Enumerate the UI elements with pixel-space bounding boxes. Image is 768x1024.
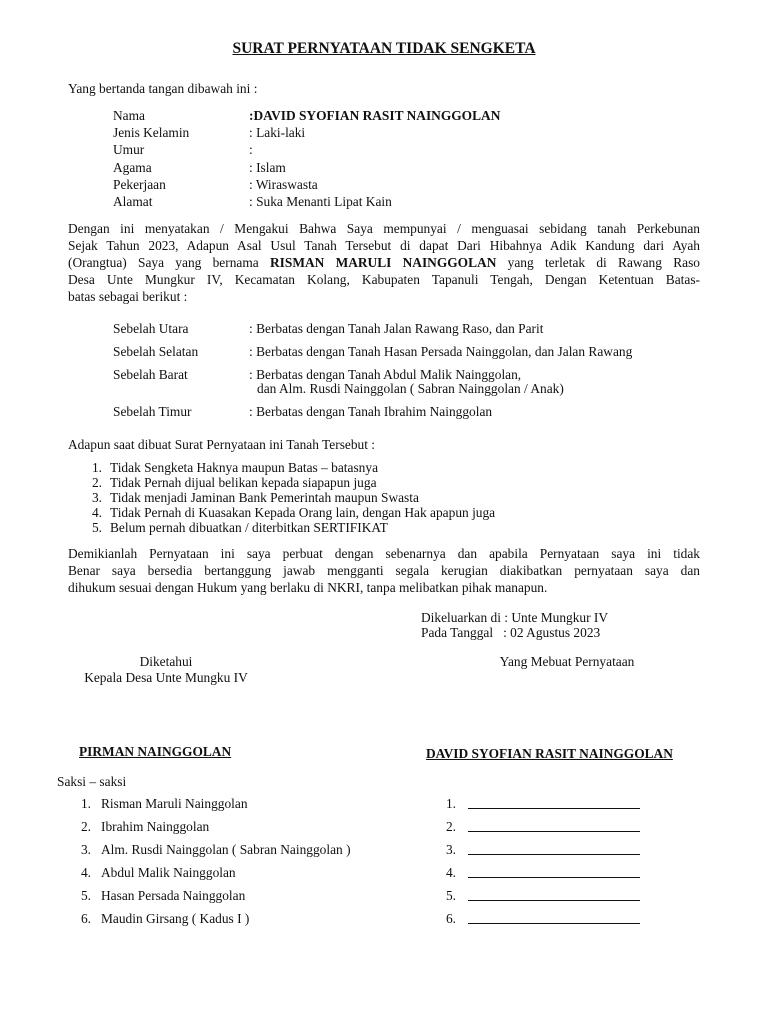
identity-value: :DAVID SYOFIAN RASIT NAINGGOLAN: [249, 108, 501, 123]
closing-line: Demikianlah Pernyataan ini saya perbuat dengan sebenarnya dan apabila Pernyataan saya ini tidak: [68, 546, 700, 561]
witness-signature-line: [468, 831, 640, 832]
witness-signature-number: 4.: [445, 865, 456, 880]
boundary-value: : Berbatas dengan Tanah Jalan Rawang Raso, dan Parit: [249, 321, 544, 336]
statement-paragraph: [68, 220, 700, 305]
condition-text: Tidak menjadi Jaminan Bank Pemerintah maupun Swasta: [110, 490, 419, 505]
identity-value: : Laki-laki: [249, 125, 306, 140]
statement-line: batas sebagai berikut :: [68, 289, 188, 304]
witness-name: Abdul Malik Nainggolan: [101, 865, 236, 880]
witness-signature-line: [468, 900, 640, 901]
witness-signature-line: [468, 854, 640, 855]
witness-name: Maudin Girsang ( Kadus I ): [101, 911, 250, 926]
witness-number: 3.: [80, 842, 91, 857]
identity-label: Alamat: [113, 194, 153, 209]
condition-number: 3.: [91, 490, 102, 505]
boundary-value-continued: dan Alm. Rusdi Nainggolan ( Sabran Nainggolan / Anak): [257, 381, 564, 396]
closing-line: Benar saya bersedia bertanggung jawab mengganti segala kerugian diakibatkan pernyataan saya dan: [68, 563, 700, 578]
witness-signature-number: 6.: [445, 911, 456, 926]
signatory-right-name: DAVID SYOFIAN RASIT NAINGGOLAN: [426, 746, 673, 761]
condition-text: Tidak Pernah dijual belikan kepada siapapun juga: [110, 475, 377, 490]
signatory-left-heading-2: Kepala Desa Unte Mungku IV: [84, 670, 248, 685]
identity-value: : Wiraswasta: [249, 177, 318, 192]
conditions-intro: Adapun saat dibuat Surat Pernyataan ini Tanah Tersebut :: [68, 437, 376, 452]
closing-line: dihukum sesuai dengan Hukum yang berlaku di NKRI, tanpa melibatkan pihak manapun.: [68, 580, 548, 595]
boundary-label: Sebelah Barat: [113, 367, 188, 382]
identity-label: Nama: [113, 108, 145, 123]
boundary-label: Sebelah Timur: [113, 404, 192, 419]
condition-text: Tidak Sengketa Haknya maupun Batas – batasnya: [110, 460, 379, 475]
statement-line: Desa Unte Mungkur IV, Kecamatan Kolang, Kabupaten Tapanuli Tengah, Dengan Ketentuan Batas-: [68, 272, 700, 287]
boundary-value: : Berbatas dengan Tanah Hasan Persada Nainggolan, dan Jalan Rawang: [249, 344, 633, 359]
issued-place: Dikeluarkan di : Unte Mungkur IV: [421, 610, 609, 625]
boundary-label: Sebelah Utara: [113, 321, 189, 336]
condition-text: Belum pernah dibuatkan / diterbitkan SERTIFIKAT: [110, 520, 388, 535]
issued-date: Pada Tanggal : 02 Agustus 2023: [421, 625, 601, 640]
witness-signature-line: [468, 877, 640, 878]
witness-name: Hasan Persada Nainggolan: [101, 888, 246, 903]
condition-number: 1.: [91, 460, 102, 475]
witness-name: Alm. Rusdi Nainggolan ( Sabran Nainggolan ): [101, 842, 351, 857]
witness-signature-line: [468, 923, 640, 924]
witness-signature-line: [468, 808, 640, 809]
statement-text: yang terletak di Rawang Raso: [496, 255, 700, 270]
witness-signature-number: 1.: [445, 796, 456, 811]
closing-paragraph: [68, 545, 700, 596]
witness-name: Risman Maruli Nainggolan: [101, 796, 248, 811]
witness-number: 1.: [80, 796, 91, 811]
signatory-left-name: PIRMAN NAINGGOLAN: [79, 744, 232, 759]
witness-signature-number: 3.: [445, 842, 456, 857]
identity-value: :: [249, 142, 253, 157]
witness-number: 5.: [80, 888, 91, 903]
witnesses-heading: Saksi – saksi: [57, 774, 127, 789]
witness-signature-number: 2.: [445, 819, 456, 834]
statement-line: Dengan ini menyatakan / Mengakui Bahwa Saya mempunyai / menguasai sebidang tanah Perkebunan: [68, 221, 700, 236]
signatory-left-heading-1: Diketahui: [139, 654, 193, 669]
witness-number: 4.: [80, 865, 91, 880]
identity-label: Umur: [113, 142, 145, 157]
signatory-right-heading: Yang Mebuat Pernyataan: [499, 654, 635, 669]
identity-label: Jenis Kelamin: [113, 125, 190, 140]
witness-number: 6.: [80, 911, 91, 926]
condition-number: 4.: [91, 505, 102, 520]
condition-number: 2.: [91, 475, 102, 490]
identity-value: : Suka Menanti Lipat Kain: [249, 194, 392, 209]
intro-text: Yang bertanda tangan dibawah ini :: [68, 81, 258, 96]
boundary-label: Sebelah Selatan: [113, 344, 199, 359]
identity-label: Pekerjaan: [113, 177, 166, 192]
witness-name: Ibrahim Nainggolan: [101, 819, 210, 834]
identity-value: : Islam: [249, 160, 286, 175]
statement-line: Sejak Tahun 2023, Adapun Asal Usul Tanah Tersebut di dapat Dari Hibahnya Adik Kandung dari Ayah: [68, 238, 700, 253]
statement-bold-name: RISMAN MARULI NAINGGOLAN: [269, 255, 497, 270]
statement-text: (Orangtua) Saya yang bernama: [68, 255, 270, 270]
witness-signature-number: 5.: [445, 888, 456, 903]
identity-label: Agama: [113, 160, 152, 175]
condition-number: 5.: [91, 520, 102, 535]
condition-text: Tidak Pernah di Kuasakan Kepada Orang lain, dengan Hak apapun juga: [110, 505, 496, 520]
boundary-value: : Berbatas dengan Tanah Abdul Malik Nainggolan,: [249, 367, 522, 382]
boundary-value: : Berbatas dengan Tanah Ibrahim Nainggolan: [249, 404, 493, 419]
witness-number: 2.: [80, 819, 91, 834]
document-title: SURAT PERNYATAAN TIDAK SENGKETA: [232, 40, 536, 57]
statement-line: [68, 254, 700, 271]
